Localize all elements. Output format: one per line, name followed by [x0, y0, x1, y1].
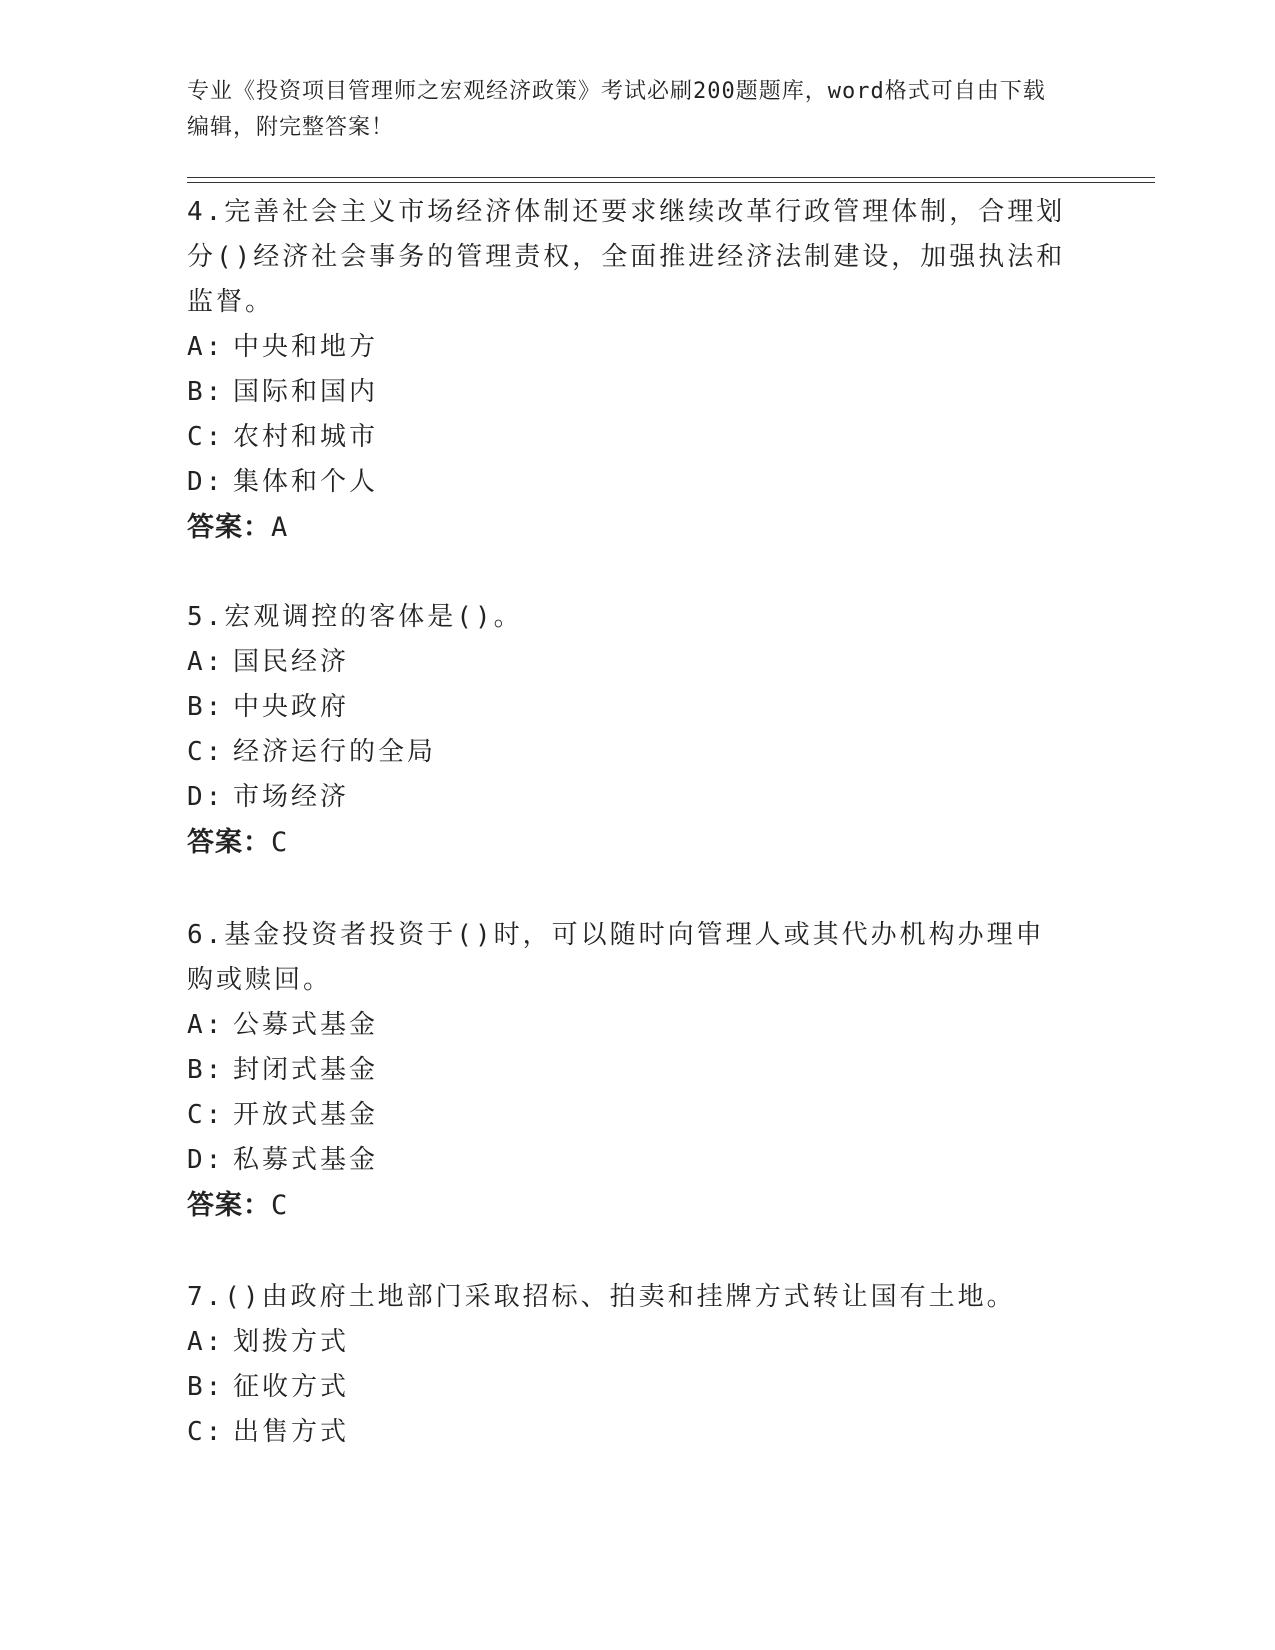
option-key: B: — [187, 1055, 225, 1085]
answer-line — [187, 1183, 1067, 1228]
option-a — [187, 325, 1067, 370]
option-text: 开放式基金 — [233, 1100, 379, 1130]
answer-line — [187, 820, 1067, 865]
option-a — [187, 1003, 1067, 1048]
option-key: A: — [187, 1010, 225, 1040]
option-key: B: — [187, 692, 225, 722]
answer-label: 答案： — [187, 512, 271, 543]
option-d — [187, 775, 1067, 820]
option-key: B: — [187, 1372, 225, 1402]
option-c — [187, 415, 1067, 460]
option-key: C: — [187, 1417, 225, 1447]
question-7 — [187, 1275, 1067, 1455]
option-key: D: — [187, 467, 225, 497]
option-text: 公募式基金 — [233, 1010, 379, 1040]
option-c — [187, 1093, 1067, 1138]
question-stem: 4.完善社会主义市场经济体制还要求继续改革行政管理体制，合理划分()经济社会事务的管理责权，全面推进经济法制建设，加强执法和监督。 — [187, 197, 1066, 317]
option-text: 私募式基金 — [233, 1145, 379, 1175]
option-key: D: — [187, 1145, 225, 1175]
option-a — [187, 640, 1067, 685]
question-stem: 5.宏观调控的客体是()。 — [187, 602, 523, 632]
option-text: 农村和城市 — [233, 422, 379, 452]
option-key: A: — [187, 1327, 225, 1357]
option-key: C: — [187, 422, 225, 452]
answer-value: C — [271, 1190, 289, 1221]
option-d — [187, 1138, 1067, 1183]
option-key: D: — [187, 782, 225, 812]
option-key: C: — [187, 737, 225, 767]
option-text: 集体和个人 — [233, 467, 379, 497]
option-c — [187, 730, 1067, 775]
option-d — [187, 460, 1067, 505]
option-text: 中央和地方 — [233, 332, 379, 362]
answer-value: A — [271, 512, 289, 543]
option-key: A: — [187, 647, 225, 677]
option-text: 封闭式基金 — [233, 1055, 379, 1085]
option-text: 中央政府 — [233, 692, 350, 722]
option-b — [187, 1048, 1067, 1093]
option-text: 划拨方式 — [233, 1327, 350, 1357]
answer-line — [187, 505, 1067, 550]
option-text: 出售方式 — [233, 1417, 350, 1447]
option-a — [187, 1320, 1067, 1365]
header-text: 专业《投资项目管理师之宏观经济政策》考试必刷200题题库，word格式可自由下载编辑，附完整答案！ — [187, 79, 1046, 140]
question-5 — [187, 595, 1067, 865]
option-text: 国民经济 — [233, 647, 350, 677]
answer-label: 答案： — [187, 1190, 271, 1221]
option-b — [187, 1365, 1067, 1410]
document-header — [187, 74, 1067, 146]
option-text: 国际和国内 — [233, 377, 379, 407]
question-stem: 6.基金投资者投资于()时，可以随时向管理人或其代办机构办理申购或赎回。 — [187, 920, 1045, 995]
option-key: A: — [187, 332, 225, 362]
question-stem: 7.()由政府土地部门采取招标、拍卖和挂牌方式转让国有土地。 — [187, 1282, 1016, 1312]
option-b — [187, 370, 1067, 415]
answer-value: C — [271, 827, 289, 858]
option-text: 征收方式 — [233, 1372, 350, 1402]
option-key: B: — [187, 377, 225, 407]
header-divider-top — [187, 177, 1155, 178]
option-text: 市场经济 — [233, 782, 350, 812]
option-key: C: — [187, 1100, 225, 1130]
option-text: 经济运行的全局 — [233, 737, 437, 767]
question-4 — [187, 190, 1067, 550]
option-b — [187, 685, 1067, 730]
option-c — [187, 1410, 1067, 1455]
answer-label: 答案： — [187, 827, 271, 858]
header-divider-bottom — [187, 182, 1155, 183]
question-6 — [187, 913, 1067, 1228]
